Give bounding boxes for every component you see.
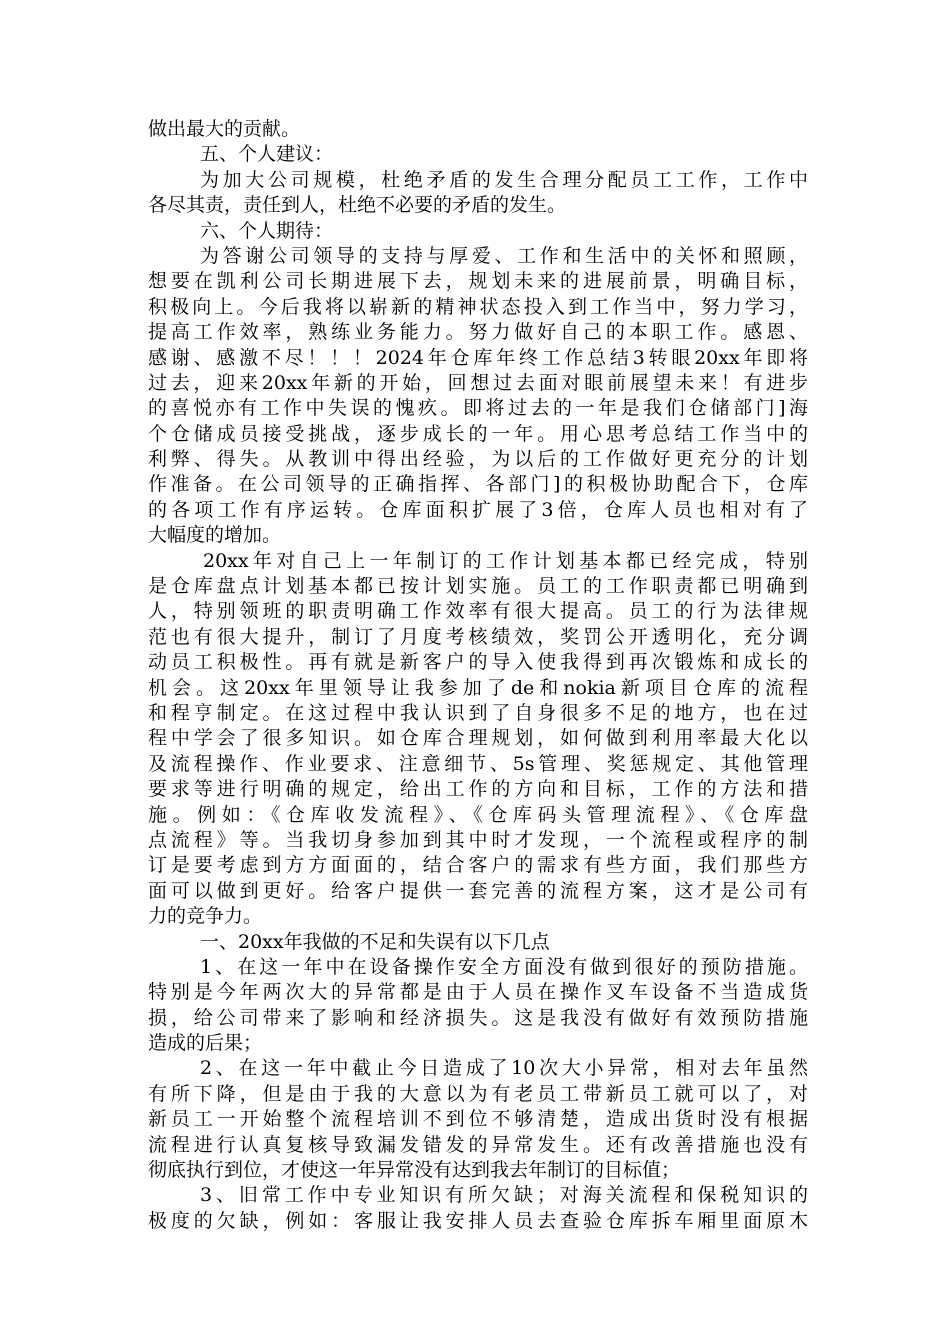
text-line: 作准备。在公司领导的正确指挥、各部门]的积极协助配合下，仓库 [148,473,808,496]
text-line: 1、在这一年中在设备操作安全方面没有做到很好的预防措施。 [200,955,808,978]
text-line: 3、旧常工作中专业知识有所欠缺；对海关流程和保税知识的 [200,1184,808,1207]
text-line: 范也有很大提升，制订了月度考核绩效，奖罚公开透明化，充分调 [148,625,808,648]
text-line: 力的竞争力。 [148,905,263,928]
text-line: 点流程》等。当我切身参加到其中时才发现，一个流程或程序的制 [148,828,808,851]
text-line: 损，给公司带来了影响和经济损失。这是我没有做好有效预防措施 [148,1006,808,1029]
section-heading: 六、个人期待： [200,219,334,242]
text-line: 动员工积极性。再有就是新客户的导入使我得到再次锻炼和成长的 [148,651,808,674]
text-line: 做出最大的贡献。 [148,118,301,140]
document-body [148,117,808,1234]
text-line: 程中学会了很多知识。如仓库合理规划，如何做到利用率最大化以 [148,727,808,750]
text-line: 大幅度的增加。 [148,524,282,547]
text-line: 各尽其责，责任到人，杜绝不必要的矛盾的发生。 [148,194,567,217]
section-heading: 一、20xx年我做的不足和失误有以下几点 [200,930,550,953]
text-line: 想要在凯利公司长期进展下去，规划未来的进展前景，明确目标， [148,270,808,293]
text-line: 要求等进行明确的规定，给出工作的方向和目标，工作的方法和措 [148,778,808,801]
text-line: 感谢、感激不尽！！！2024年仓库年终工作总结3转眼20xx年即将 [148,346,808,369]
text-line: 极度的欠缺，例如：客服让我安排人员去查验仓库拆车厢里面原木 [148,1209,808,1232]
text-line: 2、在这一年中截止今日造成了10次大小异常，相对去年虽然 [200,1057,808,1080]
text-line: 施。例如：《仓库收发流程》、《仓库码头管理流程》、《仓库盘 [148,803,808,826]
text-line: 的喜悦亦有工作中失误的愧疚。即将过去的一年是我们仓储部门]海 [148,397,808,420]
text-line: 流程进行认真复核导致漏发错发的异常发生。还有改善措施也没有 [148,1133,808,1156]
text-line: 为答谢公司领导的支持与厚爱、工作和生活中的关怀和照顾， [200,244,808,267]
text-line: 个仓储成员接受挑战，逐步成长的一年。用心思考总结工作当中的 [148,422,808,445]
text-line: 积极向上。今后我将以崭新的精神状态投入到工作当中，努力学习， [148,295,808,318]
text-line: 和程亨制定。在这过程中我认识到了自身很多不足的地方，也在过 [148,701,808,724]
text-line: 机会。这20xx年里领导让我参加了de和nokia新项目仓库的流程 [148,676,808,699]
text-line: 利弊、得失。从教训中得出经验，为以后的工作做好更充分的计划 [148,448,808,471]
text-line: 为加大公司规模，杜绝矛盾的发生合理分配员工工作，工作中 [200,168,808,191]
text-line: 过去，迎来20xx年新的开始，回想过去面对眼前展望未来！有进步 [148,371,808,394]
text-line: 造成的后果； [148,1032,263,1055]
text-line: 有所下降，但是由于我的大意以为有老员工带新员工就可以了，对 [148,1082,808,1105]
text-line: 20xx年对自己上一年制订的工作计划基本都已经完成，特别 [203,549,808,572]
section-heading: 五、个人建议： [200,143,334,166]
text-line: 提高工作效率，熟练业务能力。努力做好自己的本职工作。感恩、 [148,321,808,344]
text-line: 新员工一开始整个流程培训不到位不够清楚，造成出货时没有根据 [148,1108,808,1131]
text-line: 彻底执行到位，才使这一年异常没有达到我去年制订的目标值； [148,1159,681,1182]
text-line: 订是要考虑到方方面面的，结合客户的需求有些方面，我们那些方 [148,854,808,877]
text-line: 人，特别领班的职责明确工作效率有很大提高。员工的行为法律规 [148,600,808,623]
text-line: 面可以做到更好。给客户提供一套完善的流程方案，这才是公司有 [148,879,808,902]
text-line: 是仓库盘点计划基本都已按计划实施。员工的工作职责都已明确到 [148,575,808,598]
text-line: 及流程操作、作业要求、注意细节、5s管理、奖惩规定、其他管理 [148,752,808,775]
text-line: 的各项工作有序运转。仓库面积扩展了3倍，仓库人员也相对有了 [148,498,808,521]
text-line: 特别是今年两次大的异常都是由于人员在操作叉车设备不当造成货 [148,981,808,1004]
